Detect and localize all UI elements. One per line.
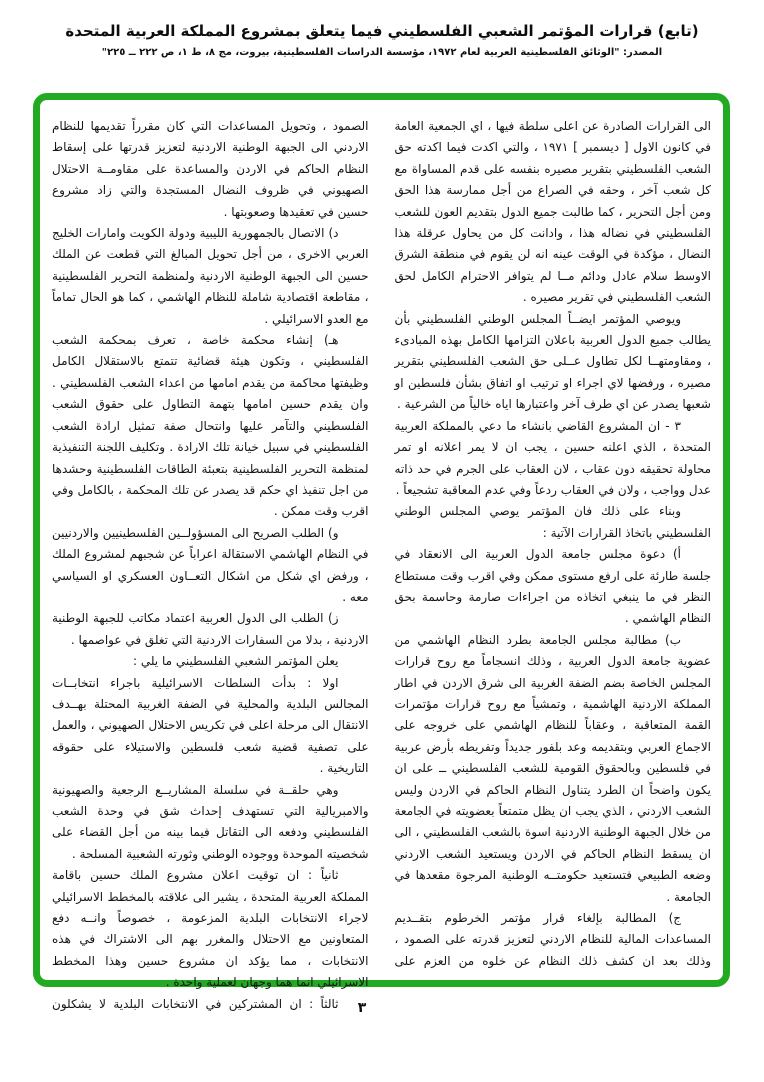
paragraph: ب) مطالبة مجلس الجامعة بطرد النظام الهاشمي من عضوية جامعة الدول العربية ، وذلك انسجاماً مع روح قرارات المجلس الخاصة بضم الضفة الغربية الى شرق الاردن في اطار المملكة الاردنية الهاشمية ، وتمشياً مع روح قرارات مؤتمرات القمة المتعاقبة ، وعقاباً للنظام الهاشمي على خروجه على الاجماع العربي وبتقديمه وعد بلفور جديداً وتفريطه بأرض عربية في فلسطين وبالحقوق القومية للشعب الفلسطيني ــ على ان يكون واضحاً ان الطرد يتناول النظام الحاكم في الاردن وليس الشعب الاردني ، الذي يجب ان يظل متمتعاً بعضويته في الجامعة من خلال الجبهة الوطنية الاردنية اسوة بالشعب الفلسطيني ، الى ان يسقط النظام الحاكم في الاردن ويستعيد الشعب الاردني وضعه الطبيعي فتستعيد حكومتــه الوطنية المرجوة مقعدها في الجامعة . [394, 632, 711, 904]
paragraph: ويوصي المؤتمر ايضــاً المجلس الوطني الفلسطيني بأن يطالب جميع الدول العربية باعلان التزامها الكامل بهذه المبادىء ، ومقاومتهــا لكل تطاول عــلى حق الشعب الفلسطيني بتقرير مصيره ، ورفضها لاي اجراء او ترتيب او اتفاق بشأن فلسطين او شعبها يصدر عن اي طرف آخر واعتبارها اياه خالياً من الشرعية . [394, 311, 711, 412]
document-header [0, 22, 764, 58]
two-column-text [40, 100, 723, 1011]
paragraph: ز) الطلب الى الدول العربية اعتماد مكاتب للجبهة الوطنية الاردنية ، بدلا من السفارات الاردنية التي تغلق في عواصمها . [52, 611, 369, 647]
paragraph: هـ) إنشاء محكمة خاصة ، تعرف بمحكمة الشعب الفلسطيني ، وتكون هيئة قضائية تتمتع بالاستقلال الكامل وظيفتها محاكمة من يقدم امامها من اعداء الشعب الفلسطيني . وان يقدم حسين امامها بتهمة التطاول على حقوق الشعب الفلسطيني والتآمر عليها وانتحال صفة تمثيل ارادة الشعب الفلسطيني في سبيل خيانة تلك الارادة . وتكليف اللجنة التنفيذية لمنظمة التحرير الفلسطينية بتعبئة الطاقات الفلسطينية وحشدها من اجل تنفيذ اي حكم قد يصدر عن تلك المحكمة ، بالكامل وفي اقرب وقت ممكن . [52, 333, 369, 519]
paragraph: و) الطلب الصريح الى المسؤولــين الفلسطينيين والاردنيين في النظام الهاشمي الاستقالة اعراباً عن شجبهم لمشروع الملك ، ورفض اي شكل من اشكال التعــاون العسكري او السياسي معه . [52, 525, 369, 604]
text-column-right [394, 116, 712, 968]
paragraph: يعلن المؤتمر الشعبي الفلسطيني ما يلي : [132, 654, 339, 669]
paragraph: ج) المطالبة بإلغاء قرار مؤتمر الخرطوم بتقــديم المساعدات المالية للنظام الاردني لتعزيز قدرته على الصمود ، وذلك بعد ان كشف ذلك النظام عن خلوه من العزم على [394, 911, 711, 968]
page-title: (تابع) قرارات المؤتمر الشعبي الفلسطيني فيما يتعلق بمشروع المملكة العربية المتحدة [65, 22, 699, 40]
paragraph: أ) دعوة مجلس جامعة الدول العربية الى الانعقاد في جلسة طارئة على ارفع مستوى ممكن وفي اقرب وقت مستطاع النظر في ما ينبغي اتخاذه من اجراءات صارمة وحاسمة بحق النظام الهاشمي . [394, 547, 711, 626]
paragraph: وبناء على ذلك فان المؤتمر يوصي المجلس الوطني الفلسطيني باتخاذ القرارات الآتية : [394, 504, 711, 540]
paragraph: الصمود ، وتحويل المساعدات التي كان مقرراً تقديمها للنظام الاردني الى الجبهة الوطنية الاردنية لتعزيز قدرتها على إسقاط النظام الحاكم في الاردن والمساعدة على مقاومــة الاحتلال الصهيوني في ظروف النضال المستجدة والتي زاد مشروع حسين في تعقيدها وصعوبتها . [52, 119, 369, 219]
text-column-left [52, 116, 369, 1011]
source-line: المصدر: "الوثائق الفلسطينية العربية لعام ١٩٧٢، مؤسسة الدراسات الفلسطينية، بيروت، مج ٨، ط ١، ص ٢٢٢ ــ ٢٢٥" [101, 47, 663, 58]
page-number: ٣ [357, 1000, 367, 1016]
paragraph: ٣ - ان المشروع القاضي بانشاء ما دعي بالمملكة العربية المتحدة ، الذي اعلنه حسين ، يجب ان لا يمر اعلانه او تمر محاولة تحقيقه دون عقاب ، لان العقاب على الجرم في حد ذاته عدل وواجب ، ولان في العقاب ردعاً وفي عدم المعاقبة تشجيعاً . [394, 418, 711, 497]
paragraph: ثانياً : ان توقيت اعلان مشروع الملك حسين باقامة المملكة العربية المتحدة ، يشير الى علاقته بالمخطط الاسرائيلي لاجراء الانتخابات البلدية المزعومة ، خصوصاً وانــه دفع المتعاونين مع الاحتلال والمغرر بهم الى الاشتراك في هذه الانتخابات ، مما يؤكد ان مشروع حسين وهذا المخطط الاسرائيلي انما هما وجهان لعملية واحدة . [52, 868, 369, 990]
paragraph: الى القرارات الصادرة عن اعلى سلطة فيها ، اي الجمعية العامة في كانون الاول [ ديسمبر ] ١٩٧١ ، والتي اكدت فيما اكدته حق الشعب الفلسطيني بتقرير مصيره بنفسه على قدم المساواة مع كل شعب آخر ، وحقه في الصراع من أجل ممارسة هذا الحق ومن أجل التحرير ، كما طالبت جميع الدول بتقديم العون للشعب الفلسطيني في نضاله هذا ، وادانت كل من يحاول عرقلة هذا النضال ، مؤكدة في الوقت عينه انه لن يقوم في منطقة الشرق الاوسط سلام عادل ودائم مــا لم يتوافر الاحترام الكامل لحق الشعب الفلسطيني في تقرير مصيره . [394, 119, 711, 305]
paragraph: وهي حلقــة في سلسلة المشاريــع الرجعية والصهيونية والامبريالية التي تستهدف إحداث شق في وحدة الشعب الفلسطيني ودفعه الى التقاتل فيما بينه من أجل القضاء على شخصيته الموحدة ووجوده الوطني وثورته الشعبية المسلحة . [52, 782, 369, 861]
paragraph: اولا : بدأت السلطات الاسرائيلية باجراء انتخابــات المجالس البلدية والمحلية في الضفة الغربية المحتلة بهــدف الانتقال الى مرحلة اعلى في تكريس الاحتلال الصهيوني ، والعمل على تصفية قضية شعب فلسطين والاستيلاء على حقوقه التاريخية . [52, 675, 369, 776]
paragraph: ثالثاً : ان المشتركين في الانتخابات البلدية لا يشكلون [52, 996, 339, 1011]
paragraph: د) الاتصال بالجمهورية الليبية ودولة الكويت وامارات الخليج العربي الاخرى ، من أجل تحويل المبالغ التي قطعت عن الملك حسين الى الجبهة الوطنية الاردنية ولمنظمة التحرير الفلسطينية ، مقاطعة اقتصادية شاملة للنظام الهاشمي ، كما هو الحال تماماً مع العدو الاسرائيلي . [52, 226, 369, 326]
document-frame [33, 93, 730, 1011]
